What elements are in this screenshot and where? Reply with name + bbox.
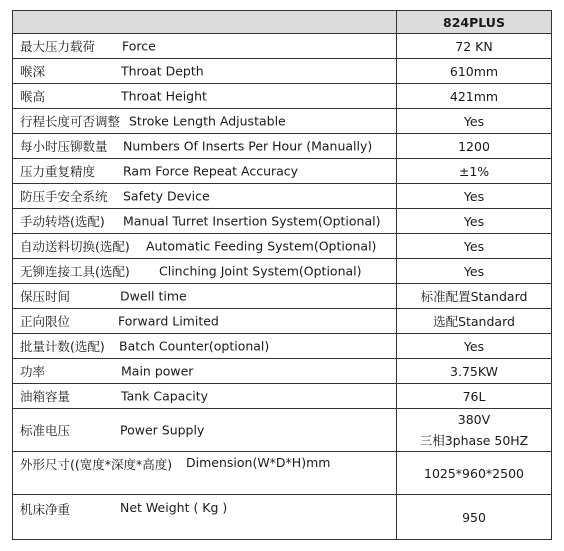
value-cell xyxy=(397,359,552,384)
param-en: Tank Capacity xyxy=(121,388,208,404)
value-cell xyxy=(397,184,552,209)
param-en: Batch Counter(optional) xyxy=(119,338,270,354)
value-cell xyxy=(397,234,552,259)
param-cn: 油箱容量 xyxy=(20,389,71,404)
param-cn: 机床净重 xyxy=(20,502,71,517)
param-cn: 手动转塔(选配) xyxy=(20,214,105,229)
value-text: Yes xyxy=(463,113,485,129)
param-cn: 批量计数(选配) xyxy=(20,339,105,354)
value-text: 1200 xyxy=(458,138,490,154)
table-row xyxy=(13,334,552,359)
table-row xyxy=(13,309,552,334)
param-en: Automatic Feeding System(Optional) xyxy=(146,238,377,254)
value-cell xyxy=(397,452,552,495)
value-cell xyxy=(397,495,552,540)
value-text: 标准配置Standard xyxy=(420,288,528,304)
value-text: 610mm xyxy=(449,63,499,79)
param-cell xyxy=(13,259,397,284)
param-cn: 行程长度可否调整 xyxy=(20,114,121,129)
param-cn: 防压手安全系统 xyxy=(20,189,108,204)
table-row xyxy=(13,409,552,452)
value-cell xyxy=(397,334,552,359)
param-en: Forward Limited xyxy=(118,313,219,329)
param-cn: 保压时间 xyxy=(20,289,71,304)
param-en: Dimension(W*D*H)mm xyxy=(186,455,331,470)
param-cn: 喉高 xyxy=(20,89,46,104)
param-en: Throat Height xyxy=(121,88,207,104)
param-cell xyxy=(13,309,397,334)
table-row xyxy=(13,134,552,159)
param-cell xyxy=(13,452,397,495)
value-cell xyxy=(397,309,552,334)
table-row xyxy=(13,384,552,409)
table-row xyxy=(13,109,552,134)
param-cn: 外形尺寸((宽度*深度*高度) xyxy=(20,457,173,472)
param-cell xyxy=(13,84,397,109)
value-text: 380V xyxy=(457,412,491,427)
param-en: Safety Device xyxy=(123,188,210,204)
param-en: Manual Turret Insertion System(Optional) xyxy=(123,213,381,229)
value-text: 3.75KW xyxy=(450,363,498,379)
value-text: 选配Standard xyxy=(433,313,515,329)
param-en: Net Weight ( Kg ) xyxy=(120,500,228,515)
param-cell xyxy=(13,109,397,134)
param-en: Stroke Length Adjustable xyxy=(129,113,286,129)
value-cell xyxy=(397,209,552,234)
param-cell xyxy=(13,34,397,59)
header-blank-cell xyxy=(13,11,397,34)
header-row xyxy=(13,11,552,34)
value-cell xyxy=(397,409,552,452)
value-text: 950 xyxy=(462,509,486,525)
param-cn: 最大压力载荷 xyxy=(20,39,96,54)
table-row xyxy=(13,259,552,284)
table-row xyxy=(13,284,552,309)
param-cell xyxy=(13,209,397,234)
value-text: 76L xyxy=(462,388,486,404)
param-cell xyxy=(13,384,397,409)
value-cell xyxy=(397,59,552,84)
value-cell xyxy=(397,134,552,159)
value-cell xyxy=(397,109,552,134)
param-en: Clinching Joint System(Optional) xyxy=(159,263,362,279)
table-row xyxy=(13,184,552,209)
table-row xyxy=(13,84,552,109)
value-text: 1025*960*2500 xyxy=(424,465,524,481)
param-cn: 正向限位 xyxy=(20,314,71,329)
param-en: Force xyxy=(122,38,156,54)
param-cn: 每小时压铆数量 xyxy=(20,139,108,154)
param-cell xyxy=(13,159,397,184)
value-text: Yes xyxy=(463,263,485,279)
param-cn: 功率 xyxy=(20,364,46,379)
table-row xyxy=(13,452,552,495)
table-row xyxy=(13,209,552,234)
value-text: 421mm xyxy=(449,88,499,104)
param-en: Dwell time xyxy=(120,288,187,304)
param-cell xyxy=(13,234,397,259)
value-cell xyxy=(397,34,552,59)
param-cn: 自动送料切换(选配) xyxy=(20,239,130,254)
param-en: Throat Depth xyxy=(121,63,204,79)
value-cell xyxy=(397,384,552,409)
param-en: Power Supply xyxy=(120,422,205,438)
spec-table xyxy=(12,10,552,540)
value-cell xyxy=(397,159,552,184)
param-cell xyxy=(13,134,397,159)
model-header: 824PLUS xyxy=(397,11,552,34)
param-cn: 喉深 xyxy=(20,64,46,79)
param-cell xyxy=(13,334,397,359)
table-row xyxy=(13,234,552,259)
param-cell xyxy=(13,495,397,540)
param-en: Main power xyxy=(121,363,194,379)
param-cell xyxy=(13,184,397,209)
param-en: Numbers Of Inserts Per Hour (Manually) xyxy=(123,138,373,154)
param-cell xyxy=(13,59,397,84)
param-cell xyxy=(13,409,397,452)
value-cell xyxy=(397,259,552,284)
value-text: Yes xyxy=(463,338,485,354)
param-cn: 压力重复精度 xyxy=(20,164,96,179)
value-text: Yes xyxy=(463,213,485,229)
value-text: 72 KN xyxy=(455,38,493,54)
param-en: Ram Force Repeat Accuracy xyxy=(123,163,299,179)
param-cell xyxy=(13,359,397,384)
param-cn: 无铆连接工具(选配) xyxy=(20,264,130,279)
value-cell xyxy=(397,84,552,109)
value-text: Yes xyxy=(463,238,485,254)
value-text: ±1% xyxy=(458,163,490,179)
param-cell xyxy=(13,284,397,309)
param-cn: 标准电压 xyxy=(20,423,71,438)
table-row xyxy=(13,59,552,84)
value-cell xyxy=(397,284,552,309)
table-row xyxy=(13,159,552,184)
table-row xyxy=(13,495,552,540)
table-row xyxy=(13,359,552,384)
table-row xyxy=(13,34,552,59)
value-text-line2: 三相3phase 50HZ xyxy=(419,433,529,448)
value-text: Yes xyxy=(463,188,485,204)
